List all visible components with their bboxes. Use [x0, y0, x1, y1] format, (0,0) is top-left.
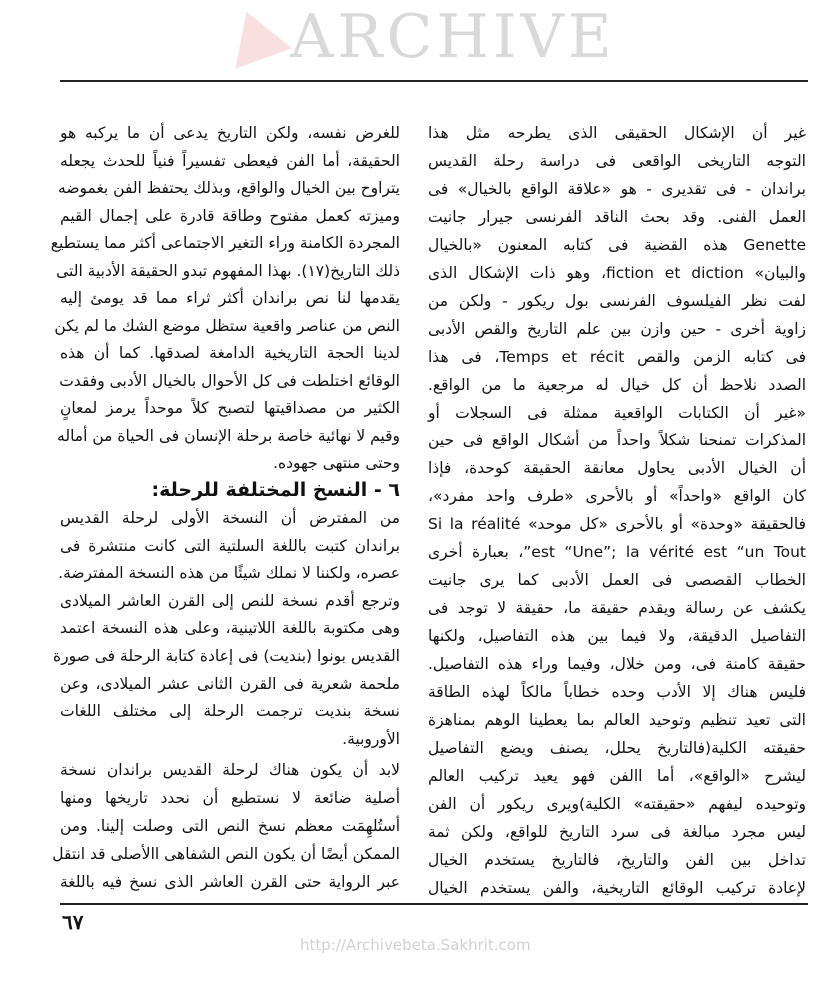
text-line: ليس مجرد مبالغة فى سرد التاريخ للواقع، ولكن ثمة [428, 822, 806, 841]
text-line: كان الواقع «واحداً» أو بالأحرى «طرف واحد مفرد»، [428, 487, 806, 506]
text-line: الكثير من مصداقيتها لتصبح كلاً موحداً يرمز لمعانٍ [60, 399, 400, 417]
text-line: براندان كتبت باللغة السلتية التى كانت منتشرة فى [60, 536, 400, 555]
text-line: تداخل بين الفن والتاريخ، فالتاريخ يستخدم الخيال [428, 850, 806, 869]
text-line: وتوحيده ليفهم «حقيقته» الكلية)ويرى ريكور أن الفن [428, 794, 806, 813]
text-line: وحتى منتهى جهوده. [273, 454, 400, 472]
text-line: ملحمة شعرية فى القرن الثانى عشر الميلادى، وعن [60, 674, 400, 693]
text-line: المذكرات تمنحنا شكلاً واحداً من أشكال الواقع فى حين [428, 431, 806, 450]
text-line: الممكن أيضًا أن يكون النص الشفاهى االأصلى قد انتقل [52, 845, 400, 863]
text-line: وترجع أقدم نسخة للنص إلى القرن العاشر الميلادى [60, 591, 400, 610]
text-line: أصلية ضائعة لا نستطيع أن نحدد تاريخها ومنها [60, 789, 400, 807]
text-line: فالحقيقة «وحدة» أو بالأحرى «كل موحد» Si la réalité [428, 515, 806, 534]
text-line: الأوروبية. [342, 729, 400, 748]
text-line: التى تعيد تنظيم وتوحيد العالم بما يعطينا الوهم بمناهزة [428, 710, 806, 729]
text-line: غير أن الإشكال الحقيقى الذى يطرحه مثل هذا [428, 124, 806, 142]
text-line: الصدد نلاحظ أن كل خيال له مرجعية ما من الواقع. [428, 375, 806, 394]
text-line: «غير أن الكتابات الواقعية ممثلة فى السجلات أو [428, 403, 806, 422]
text-line: لإعادة تركيب الوقائع التاريخية، والفن يستخدم الخيال [428, 878, 806, 897]
text-line: يكشف عن رسالة ويقدم حقيقة ما، حقيقة لا توجد فى [428, 599, 806, 618]
text-line: عصره، ولكننا لا نملك شيئًا من هذه النسخة المفترضة. [58, 564, 400, 583]
text-line: أن الخيال الأدبى يحاول معانقة الحقيقة كوحدة، فإذا [428, 459, 806, 478]
text-line: أستُلهِمَت معظم نسخ النص التى وصلت إلينا. ومن [60, 817, 400, 835]
text-line: الوقائع اختلطت فى كل الأحوال بالخيال الأدبى وفقدت [59, 371, 400, 390]
text-line: Genette هذه القضية فى كتابه المعنون «بالخيال [428, 235, 806, 254]
text-line: للغرض نفسه، ولكن التاريخ يدعى أن ما يركبه هو [60, 124, 400, 142]
text-line: لفت نظر الفيلسوف الفرنسى بول ريكور - ولكن من [428, 291, 806, 310]
text-line: يقدمها لنا نص براندان أكثر ثراء مما قد يومئ إليه [60, 289, 400, 307]
right-column [428, 0, 806, 900]
text-line: براندان - فى تقديرى - هو «علاقة الواقع بالخيال» فى [428, 179, 806, 198]
watermark-url: http://Archivebeta.Sakhrit.com [300, 936, 531, 954]
section-heading: ٦ - النسخ المختلفة للرحلة: [151, 479, 400, 501]
watermark-text: ARCHIVE [290, 2, 616, 72]
text-line: حقيقة كامنة فى، ومن خلال، وفيما وراء هذه التفاصيل. [428, 655, 806, 674]
text-line: العمل الفنى. وقد بحث الناقد الفرنسى جيرار جانيت [428, 207, 806, 226]
text-line: الخطاب القصصى فى العمل الأدبى كما يرى جانيت [428, 571, 806, 590]
text-line: وقيم لا نهائية خاصة برحلة الإنسان فى الحياة من أماله [57, 426, 400, 445]
text-line: ذلك التاريخ(١٧). بهذا المفهوم تبدو الحقيقة الأدبية التى [56, 261, 400, 280]
text-line: وميزته كعمل مفتوح وطاقة قادرة على إجمال القيم [60, 206, 400, 225]
bottom-rule [60, 903, 808, 905]
text-line: من المفترض أن النسخة الأولى لرحلة القديس [60, 509, 400, 527]
page-number: ٦٧ [62, 910, 84, 934]
text-line: est “Une”; la vérité est “un Tout”، بعبارة أخرى [428, 543, 806, 562]
text-line: التوجه التاريخى الواقعى فى دراسة رحلة القديس [428, 151, 806, 170]
text-line: عبر الرواية حتى القرن العاشر الذى نسخ فيه باللغة [60, 873, 400, 891]
text-line: التفاصيل الدقيقة، ولا فيما بين هذه التفاصيل، ولكنها [428, 627, 806, 646]
text-line: نسخة بنديت ترجمت الرحلة إلى مختلف اللغات [60, 702, 400, 721]
text-line: لابد أن يكون هناك لرحلة القديس براندان نسخة [60, 761, 400, 779]
text-line: فى كتابه الزمن والقص Temps et récit، فى هذا [428, 347, 807, 366]
text-line: النص من عناصر واقعية ستظل موضع الشك ما لم يكن [54, 316, 400, 335]
text-line: وهى مكتوبة باللغة اللاتينية، وعلى هذه النسخة اعتمد [60, 619, 400, 638]
text-line: زاوية أخرى - حين وازن بين علم التاريخ والقص الأدبى [428, 319, 806, 338]
text-line: لدينا الحجة التاريخية الدامغة لصدقها. كما أن هذه [60, 344, 400, 362]
text-line: والبيان» fiction et diction، وهو ذات الإشكال الذى [428, 263, 806, 282]
text-line: المجردة الكامنة وراء التغير الاجتماعى أكثر مما يستطيع [50, 234, 400, 252]
left-column [50, 0, 400, 900]
text-line: القديس بونوا (بنديت) فى إعادة كتابة الرحلة فى صورة [53, 647, 400, 665]
text-line: حقيقته الكلية(فالتاريخ يحلل، يصنف ويضع التفاصيل [428, 738, 806, 757]
text-line: فليس هناك إلا الأدب وحده خطاباً مالكاً لهذه الطاقة [428, 683, 806, 701]
text-line: ليشرح «الواقع»، أما االفن فهو يعيد تركيب العالم [428, 766, 806, 785]
text-line: يتراوح بين الخيال والواقع، وبذلك يحتفظ الفن بغموضه [58, 179, 400, 197]
text-line: الحقيقة، أما الفن فيعطى تفسيراً فنياً للحدث يجعله [60, 151, 400, 170]
